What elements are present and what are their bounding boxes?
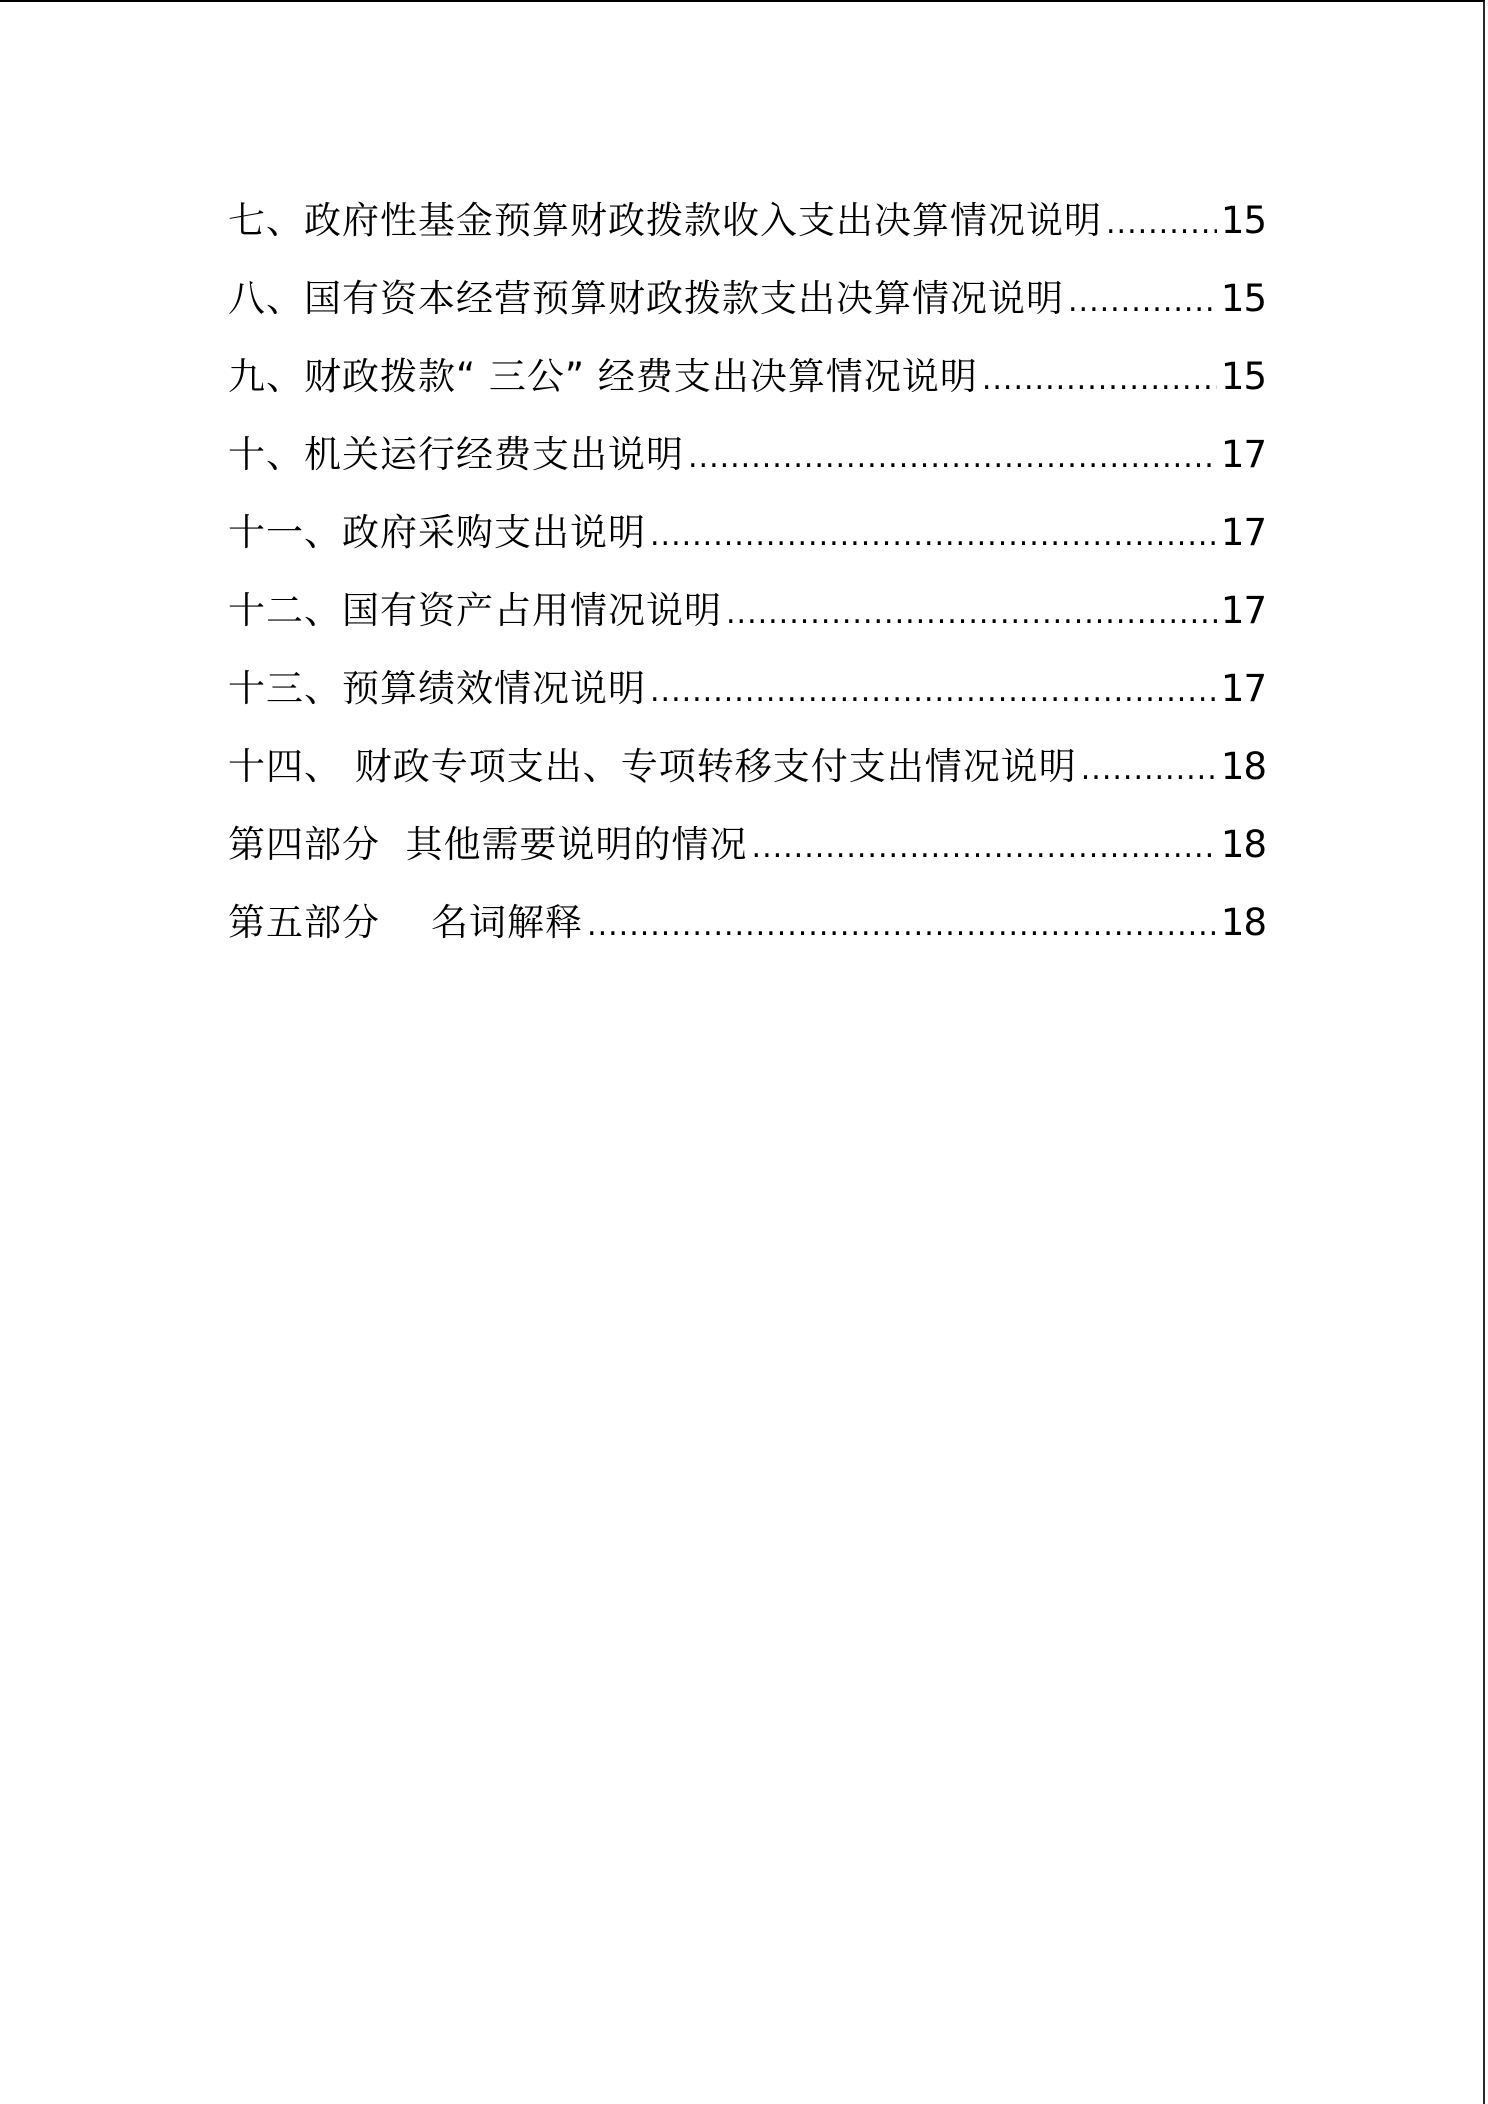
toc-dot-leader xyxy=(650,653,1217,731)
toc-entry-title: 第四部分 其他需要说明的情况 xyxy=(228,823,748,866)
toc-page-number: 18 xyxy=(1220,745,1266,788)
toc-page-number: 15 xyxy=(1220,199,1266,242)
toc-page-number: 17 xyxy=(1220,433,1266,476)
toc-entry-title: 十二、国有资产占用情况说明 xyxy=(228,589,722,632)
toc-page-number: 18 xyxy=(1220,823,1266,866)
toc-entry-title: 十、机关运行经费支出说明 xyxy=(228,433,684,476)
toc-entry-title: 十四、 财政专项支出、专项转移支付支出情况说明 xyxy=(228,745,1077,788)
toc-page-number: 15 xyxy=(1220,355,1266,398)
toc-entry-9[interactable] xyxy=(228,338,1266,416)
toc-entry-14[interactable] xyxy=(228,728,1266,806)
toc-page-number: 17 xyxy=(1220,589,1266,632)
toc-entry-title: 十三、预算绩效情况说明 xyxy=(228,667,646,710)
toc-entry-part-4[interactable] xyxy=(228,806,1266,884)
toc-entry-title: 七、政府性基金预算财政拨款收入支出决算情况说明 xyxy=(228,199,1102,242)
toc-entry-part-5[interactable] xyxy=(228,884,1266,962)
toc-dot-leader xyxy=(1081,731,1217,809)
toc-dot-leader xyxy=(752,809,1217,887)
toc-entry-title: 八、国有资本经营预算财政拨款支出决算情况说明 xyxy=(228,277,1064,320)
toc-entry-12[interactable] xyxy=(228,572,1266,650)
toc-dot-leader xyxy=(587,887,1217,965)
toc-page-number: 18 xyxy=(1220,901,1266,944)
toc-dot-leader xyxy=(982,341,1217,419)
toc-dot-leader xyxy=(650,497,1217,575)
toc-page-number: 15 xyxy=(1220,277,1266,320)
toc-dot-leader xyxy=(1068,263,1217,341)
toc-dot-leader xyxy=(726,575,1217,653)
toc-page-number: 17 xyxy=(1220,667,1266,710)
toc-entry-8[interactable] xyxy=(228,260,1266,338)
toc-dot-leader xyxy=(1106,185,1217,263)
toc-entry-13[interactable] xyxy=(228,650,1266,728)
toc-entry-11[interactable] xyxy=(228,494,1266,572)
toc-entry-10[interactable] xyxy=(228,416,1266,494)
table-of-contents xyxy=(228,182,1266,962)
toc-page-number: 17 xyxy=(1220,511,1266,554)
toc-dot-leader xyxy=(688,419,1217,497)
toc-entry-title: 十一、政府采购支出说明 xyxy=(228,511,646,554)
toc-entry-7[interactable] xyxy=(228,182,1266,260)
toc-entry-title: 九、财政拨款“ 三公” 经费支出决算情况说明 xyxy=(228,355,978,398)
toc-entry-title: 第五部分 名词解释 xyxy=(228,901,584,944)
